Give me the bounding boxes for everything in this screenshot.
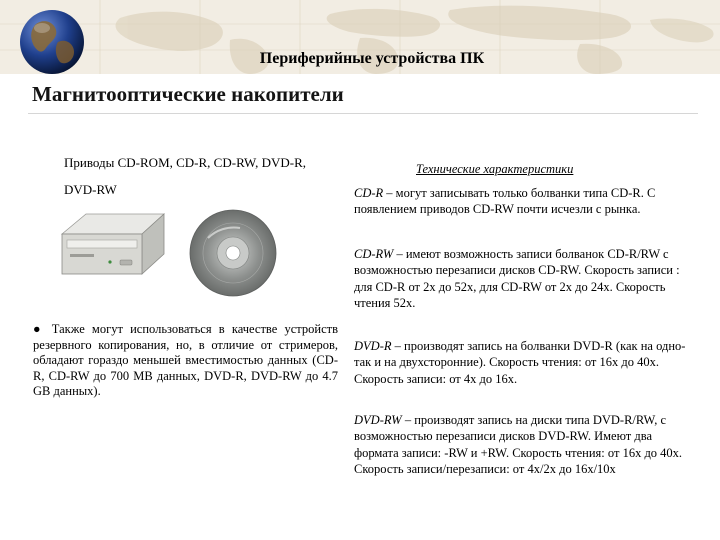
spec-text: – могут записывать только болванки типа CD-R. С появлением приводов CD-RW почти исчезли с рынка. (354, 186, 656, 217)
spec-term: DVD-R (354, 339, 392, 353)
drives-list-line-2: DVD-RW (64, 182, 117, 197)
optical-drive-image (58, 210, 166, 276)
cd-disc-image (188, 208, 278, 298)
heading-divider (28, 113, 698, 114)
drives-list-line-1: Приводы CD-ROM, CD-R, CD-RW, DVD-R, (64, 155, 307, 170)
spec-text: – производят запись на диски типа DVD-R/RW, с возможностью перезаписи дисков DVD-RW. Имеют два формата записи: -RW и +RW. Скорость чтения: от 16x до 40x. Скорость записи/перезаписи: от 4x/2x до 16x/10x (354, 413, 683, 476)
spec-cd-r (354, 185, 692, 218)
spec-dvd-rw (354, 412, 692, 477)
spec-cd-rw (354, 246, 692, 311)
backup-note: ● Также могут использоваться в качестве устройств резервного копирования, но, в отличие от стримеров, обладают гораздо меньшей вместимостью данных (CD-R, CD-RW до 700 MB данных, DVD-R, DVD-RW до 4.7 GB данных). (33, 322, 338, 398)
specs-heading: Технические характеристики (416, 162, 574, 176)
spec-dvd-r (354, 338, 692, 387)
globe-icon (18, 8, 86, 76)
spec-term: CD-RW (354, 247, 394, 261)
spec-text: – имеют возможность записи болванок CD-R/RW с возможностью перезаписи дисков CD-RW. Скорость записи : для CD-R от 2x до 52x, для CD-RW от 2x до 24x. Скорость чтения 52x. (354, 247, 680, 310)
spec-term: CD-R (354, 186, 384, 200)
spec-text: – производят запись на болванки DVD-R (как на одно- так и на двухсторонние). Скорость чтения: от 16x до 40x. Скорость записи: от 4x до 16x. (354, 339, 686, 386)
section-heading: Магнитооптические накопители (32, 82, 344, 106)
slide-title: Периферийные устройства ПК (259, 50, 485, 67)
spec-term: DVD-RW (354, 413, 402, 427)
